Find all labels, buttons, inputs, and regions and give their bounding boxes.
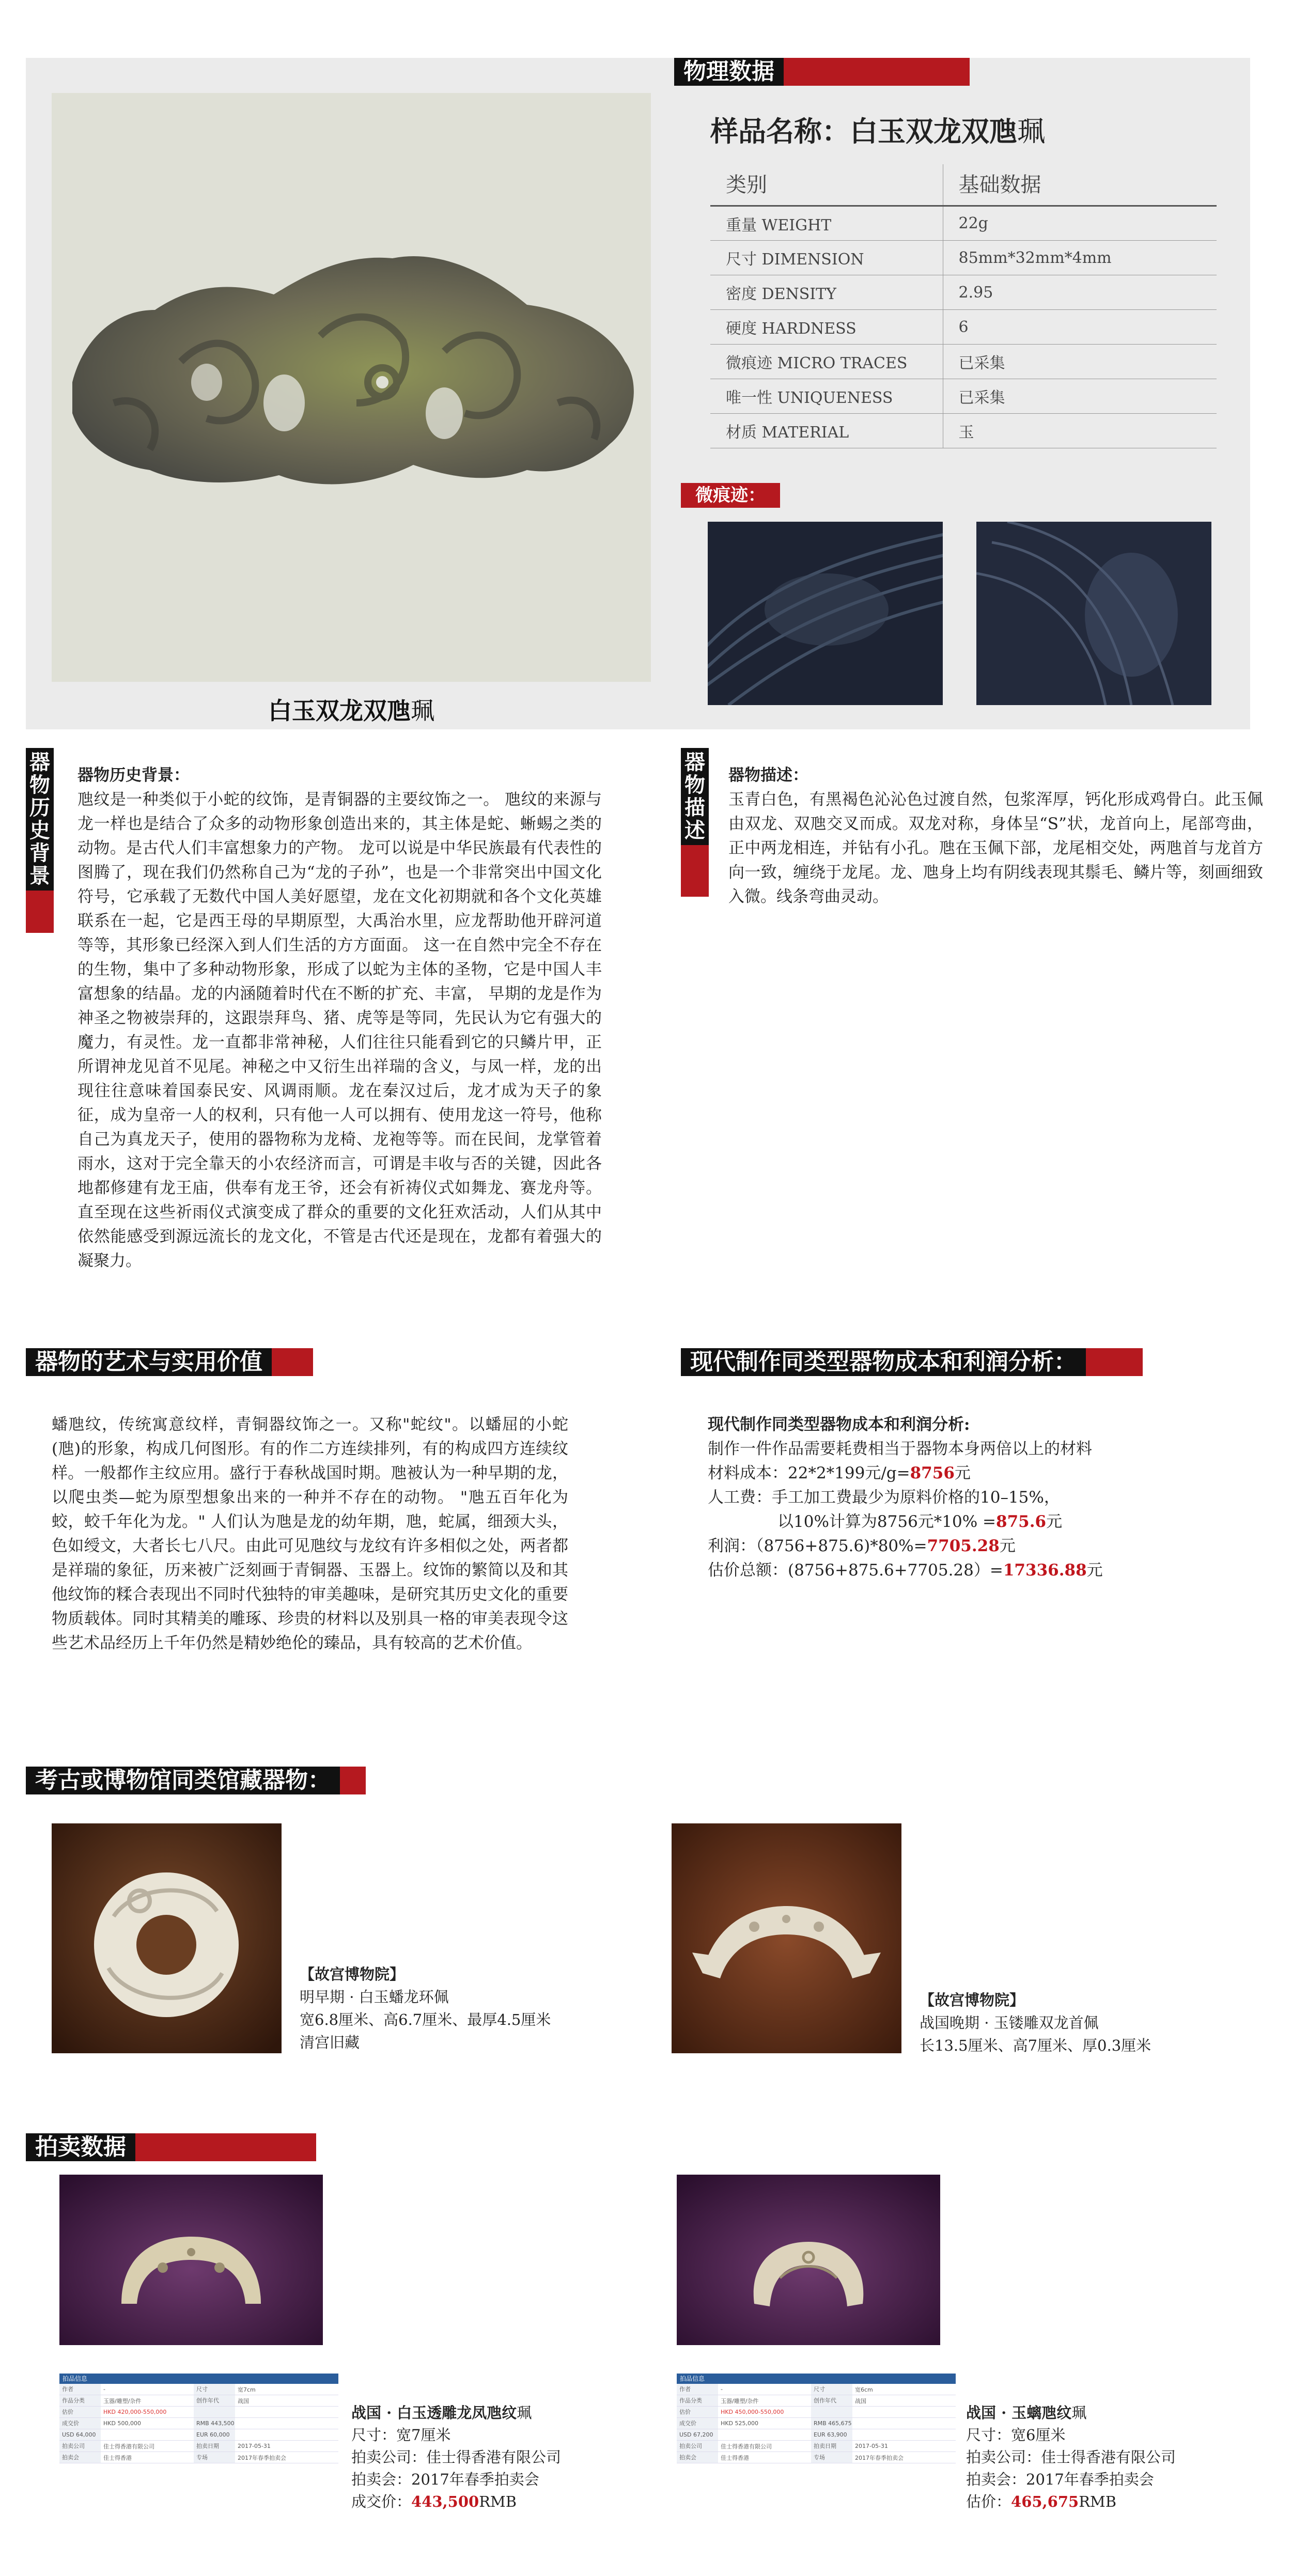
cost-line-4-prefix: 以10%计算为8756元*10% = — [777, 1512, 997, 1531]
auction-company: 拍卖公司：佳士得香港有限公司 — [966, 2448, 1176, 2466]
cost-lead: 现代制作同类型器物成本和利润分析: — [708, 1415, 970, 1434]
table-row: USD 67,200 EUR 63,900 — [677, 2429, 956, 2441]
auction-price: 估价：465,675RMB — [966, 2493, 1117, 2510]
micro-trace-image-1 — [708, 522, 943, 705]
main-photo — [52, 93, 651, 682]
auction-sheet-header: 拍品信息 — [677, 2374, 956, 2384]
auction-photo-2 — [677, 2175, 940, 2345]
description-body: 玉青白色，有黑褐色沁沁色过渡自然，包浆浑厚，钙化形成鸡骨白。此玉佩由双龙、双虺交叉而成。双龙对称，身体呈“S”状，龙首向上，尾部弯曲，正中两龙相连，并钻有小孔。虺在玉佩下部，龙尾相交处，两虺首与龙首方向一致，缠绕于龙尾。龙、虺身上均有阴线表现其鬃毛、鳞片等，刻画细致入微。线条弯曲灵动。 — [728, 790, 1263, 906]
museum-item-caption-1 — [300, 1963, 589, 2054]
art-value-heading: 器物的艺术与实用价值 — [26, 1348, 272, 1376]
spec-key: 唯一性 UNIQUENESS — [710, 379, 943, 414]
table-row — [710, 310, 1217, 345]
art-red-bar — [272, 1348, 313, 1376]
sample-name-suffix: 珮 — [1017, 115, 1045, 148]
cost-analysis-header — [681, 1348, 1143, 1376]
museum-item-image-2 — [672, 1823, 901, 2053]
auction-item-title: 战国 · 玉螭虺纹珮 — [966, 2404, 1087, 2422]
spec-table-header — [710, 164, 1217, 206]
auction-price-value: 465,675 — [1011, 2493, 1079, 2510]
material-cost-value: 8756 — [910, 1464, 955, 1482]
spec-key: 硬度 HARDNESS — [710, 310, 943, 345]
spec-value: 6 — [943, 310, 1217, 345]
table-row: 成交价 HKD 500,000 RMB 443,500 — [59, 2418, 338, 2429]
museum-item-name: 明早期 · 白玉蟠龙环佩 — [300, 1988, 449, 2006]
history-side-heading-text: 器物历史背景 — [26, 748, 54, 891]
auction-price-value: 443,500 — [411, 2493, 479, 2510]
description-side-heading-text: 器物描述 — [681, 748, 709, 845]
history-side-red-bar — [26, 891, 54, 933]
auction-event: 拍卖会：2017年春季拍卖会 — [351, 2471, 539, 2488]
table-row: USD 64,000 EUR 60,000 — [59, 2429, 338, 2441]
museum-source: 【故宫博物院】 — [300, 1965, 405, 1983]
museum-heading: 考古或博物馆同类馆藏器物： — [26, 1767, 340, 1794]
table-row: 估价 HKD 420,000-550,000 — [59, 2407, 338, 2418]
auction-sheet-2 — [677, 2374, 956, 2500]
cost-line-4 — [708, 1510, 1240, 1534]
table-row: 估价 HKD 450,000-550,000 — [677, 2407, 956, 2418]
total-estimate-value: 17336.88 — [1003, 1561, 1087, 1580]
cost-line-6-prefix: 估价总额：(8756+875.6+7705.28）= — [708, 1561, 1003, 1580]
history-lead: 器物历史背景： — [77, 766, 190, 785]
sample-name-label: 样品名称： — [710, 115, 850, 148]
spec-value: 已采集 — [943, 345, 1217, 379]
table-row: 拍卖会 佳士得香港 专场 2017年春季拍卖会 — [59, 2452, 338, 2463]
auction-event: 拍卖会：2017年春季拍卖会 — [966, 2471, 1154, 2488]
auction-caption-1 — [351, 2402, 641, 2513]
auction-item-size: 尺寸：宽7厘米 — [351, 2426, 451, 2444]
auction-heading: 拍卖数据 — [26, 2133, 135, 2161]
main-caption-bold: 白玉双龙双虺 — [268, 697, 411, 725]
museum-item-size: 长13.5厘米、高7厘米、厚0.3厘米 — [920, 2037, 1151, 2054]
spec-key: 微痕迹 MICRO TRACES — [710, 345, 943, 379]
table-row: 作品分类 玉器/雕塑/杂件 创作年代 战国 — [59, 2395, 338, 2407]
cost-line-1: 制作一件作品需要耗费相当于器物本身两倍以上的材料 — [708, 1440, 1092, 1458]
auction-sheet-1 — [59, 2374, 338, 2500]
auction-item-title: 战国 · 白玉透雕龙凤虺纹珮 — [351, 2404, 532, 2422]
museum-item-name: 战国晚期 · 玉镂雕双龙首佩 — [920, 2014, 1099, 2032]
table-row: 拍卖公司 佳士得香港有限公司 拍卖日期 2017-05-31 — [59, 2441, 338, 2452]
description-lead: 器物描述： — [728, 766, 808, 785]
spec-key: 重量 WEIGHT — [710, 206, 943, 241]
auction-sheet-header: 拍品信息 — [59, 2374, 338, 2384]
museum-header — [26, 1767, 366, 1794]
spec-table — [710, 164, 1217, 448]
history-side-heading — [26, 748, 54, 933]
museum-item-image-1 — [52, 1823, 282, 2053]
table-row — [710, 414, 1217, 448]
spec-value: 已采集 — [943, 379, 1217, 414]
spec-col-data: 基础数据 — [943, 164, 1217, 206]
spec-value: 2.95 — [943, 275, 1217, 310]
table-row — [710, 206, 1217, 241]
museum-source: 【故宫博物院】 — [920, 1991, 1025, 2009]
auction-item-size: 尺寸：宽6厘米 — [966, 2426, 1066, 2444]
cost-line-6-suffix: 元 — [1086, 1561, 1103, 1580]
museum-item-size: 宽6.8厘米、高6.7厘米、最厚4.5厘米 — [300, 2011, 551, 2028]
cost-analysis-text — [708, 1413, 1240, 1583]
cost-line-5 — [708, 1534, 1240, 1558]
spec-value: 85mm*32mm*4mm — [943, 241, 1217, 275]
sample-name-value: 白玉双龙双虺 — [850, 115, 1017, 148]
cost-red-bar — [1086, 1348, 1143, 1376]
museum-item-note: 清宫旧藏 — [300, 2034, 360, 2051]
profit-value: 7705.28 — [927, 1537, 1000, 1555]
museum-item-caption-2 — [920, 1989, 1240, 2057]
labor-cost-value: 875.6 — [996, 1512, 1047, 1531]
auction-company: 拍卖公司：佳士得香港有限公司 — [351, 2448, 562, 2466]
cost-line-5-suffix: 元 — [999, 1537, 1016, 1555]
main-caption — [52, 692, 651, 726]
spec-value: 玉 — [943, 414, 1217, 448]
spec-key: 尺寸 DIMENSION — [710, 241, 943, 275]
cost-line-2 — [708, 1461, 1240, 1486]
history-text — [77, 763, 602, 1273]
micro-traces-label: 微痕迹： — [681, 483, 780, 508]
cost-analysis-heading: 现代制作同类型器物成本和利润分析： — [681, 1348, 1086, 1376]
cost-line-4-suffix: 元 — [1046, 1512, 1063, 1531]
table-row: 拍卖公司 佳士得香港有限公司 拍卖日期 2017-05-31 — [677, 2441, 956, 2452]
spec-key: 材质 MATERIAL — [710, 414, 943, 448]
table-row — [710, 345, 1217, 379]
table-row: 作者 - 尺寸 宽7cm — [59, 2384, 338, 2395]
history-body: 虺纹是一种类似于小蛇的纹饰，是青铜器的主要纹饰之一。 虺纹的来源与龙一样也是结合了众多的动物形象创造出来的，其主体是蛇、蜥蜴之类的动物。是古代人们丰富想象力的产物。 龙可以说是中华民族最有代表性的图腾了，现在我们仍然称自己为“龙的子孙”，也是一个非常突出中国文化符号，它承载了无数代中国人美好愿望，龙在文化初期就和各个文化英雄联系在一起，它是西王母的早期原型，大禹治水里，应龙帮助他开辟河道等等，其形象已经深入到人们生活的方方面面。 这一在自然中完全不存在的生物，集中了多种动物形象，形成了以蛇为主体的圣物，它是中国人丰富想象的结晶。龙的内涵随着时代在不断的扩充、丰富， 早期的龙是作为神圣之物被崇拜的，这跟崇拜鸟、猪、虎等是等同，先民认为它有强大的魔力，有灵性。龙一直都非常神秘，人们往往只能看到它的只鳞片甲，正所谓神龙见首不见尾。神秘之中又衍生出祥瑞的含义，与凤一样，龙的出现往往意味着国泰民安、风调雨顺。龙在秦汉过后，龙才成为天子的象征，成为皇帝一人的权利，只有他一人可以拥有、使用龙这一符号，他称自己为真龙天子，使用的器物称为龙椅、龙袍等等。而在民间，龙掌管着雨水，这对于完全靠天的小农经济而言，可谓是丰收与否的关键，因此各地都修建有龙王庙，供奉有龙王爷，还会有祈祷仪式如舞龙、赛龙舟等。直至现在这些祈雨仪式演变成了群众的重要的文化狂欢活动，人们从其中依然能感受到源远流长的龙文化，不管是古代还是现在，龙都有着强大的凝聚力。 — [77, 790, 602, 1270]
table-row: 成交价 HKD 525,000 RMB 465,675 — [677, 2418, 956, 2429]
table-row — [710, 275, 1217, 310]
cost-line-3: 人工费：手工加工费最少为原料价格的10–15%， — [708, 1488, 1060, 1507]
cost-line-6 — [708, 1558, 1240, 1583]
museum-red-bar — [340, 1767, 366, 1794]
auction-photo-1 — [59, 2175, 323, 2345]
cost-line-2-prefix: 材料成本：22*2*199元/g= — [708, 1464, 910, 1482]
spec-key: 密度 DENSITY — [710, 275, 943, 310]
physical-data-header — [674, 58, 970, 86]
physical-data-label: 物理数据 — [674, 58, 784, 86]
table-row: 拍卖会 佳士得香港 专场 2017年春季拍卖会 — [677, 2452, 956, 2463]
spec-value: 22g — [943, 206, 1217, 241]
cost-line-2-suffix: 元 — [954, 1464, 971, 1482]
description-side-heading — [681, 748, 709, 897]
header-red-bar — [784, 58, 970, 86]
auction-price: 成交价：443,500RMB — [351, 2493, 517, 2510]
sample-name — [710, 110, 1045, 149]
table-row — [710, 379, 1217, 414]
table-row: 作者 - 尺寸 宽6cm — [677, 2384, 956, 2395]
table-row — [710, 241, 1217, 275]
art-value-header — [26, 1348, 313, 1376]
main-caption-suffix: 珮 — [411, 697, 434, 725]
description-text — [728, 763, 1263, 909]
micro-trace-image-2 — [976, 522, 1211, 705]
cost-line-5-prefix: 利润：（8756+875.6)*80%= — [708, 1537, 927, 1555]
table-row: 作品分类 玉器/雕塑/杂件 创作年代 战国 — [677, 2395, 956, 2407]
jade-pendant-image — [52, 93, 651, 682]
description-side-red-bar — [681, 845, 709, 897]
auction-caption-2 — [966, 2402, 1255, 2513]
auction-red-bar — [135, 2133, 316, 2161]
auction-header — [26, 2133, 316, 2161]
art-value-text: 蟠虺纹，传统寓意纹样，青铜器纹饰之一。又称"蛇纹"。以蟠屈的小蛇(虺)的形象，构成几何图形。有的作二方连续排列，有的构成四方连续纹样。一般都作主纹应用。盛行于春秋战国时期。虺被认为一种早期的龙，以爬虫类—蛇为原型想象出来的一种并不存在的动物。 "虺五百年化为蛟，蛟千年化为龙。" 人们认为虺是龙的幼年期，虺，蛇属，细颈大头，色如绶文，大者长七八尺。由此可见虺纹与龙纹有许多相似之处，两者都是祥瑞的象征，历来被广泛刻画于青铜器、玉器上。纹饰的繁简以及和其他纹饰的糅合表现出不同时代独特的审美趣味，是研究其历史文化的重要物质载体。同时其精美的雕琢、珍贵的材料以及别具一格的审美表现令这些艺术品经历上千年仍然是精妙绝伦的臻品，具有较高的艺术价值。 — [52, 1415, 568, 1652]
spec-col-category: 类别 — [710, 164, 943, 206]
